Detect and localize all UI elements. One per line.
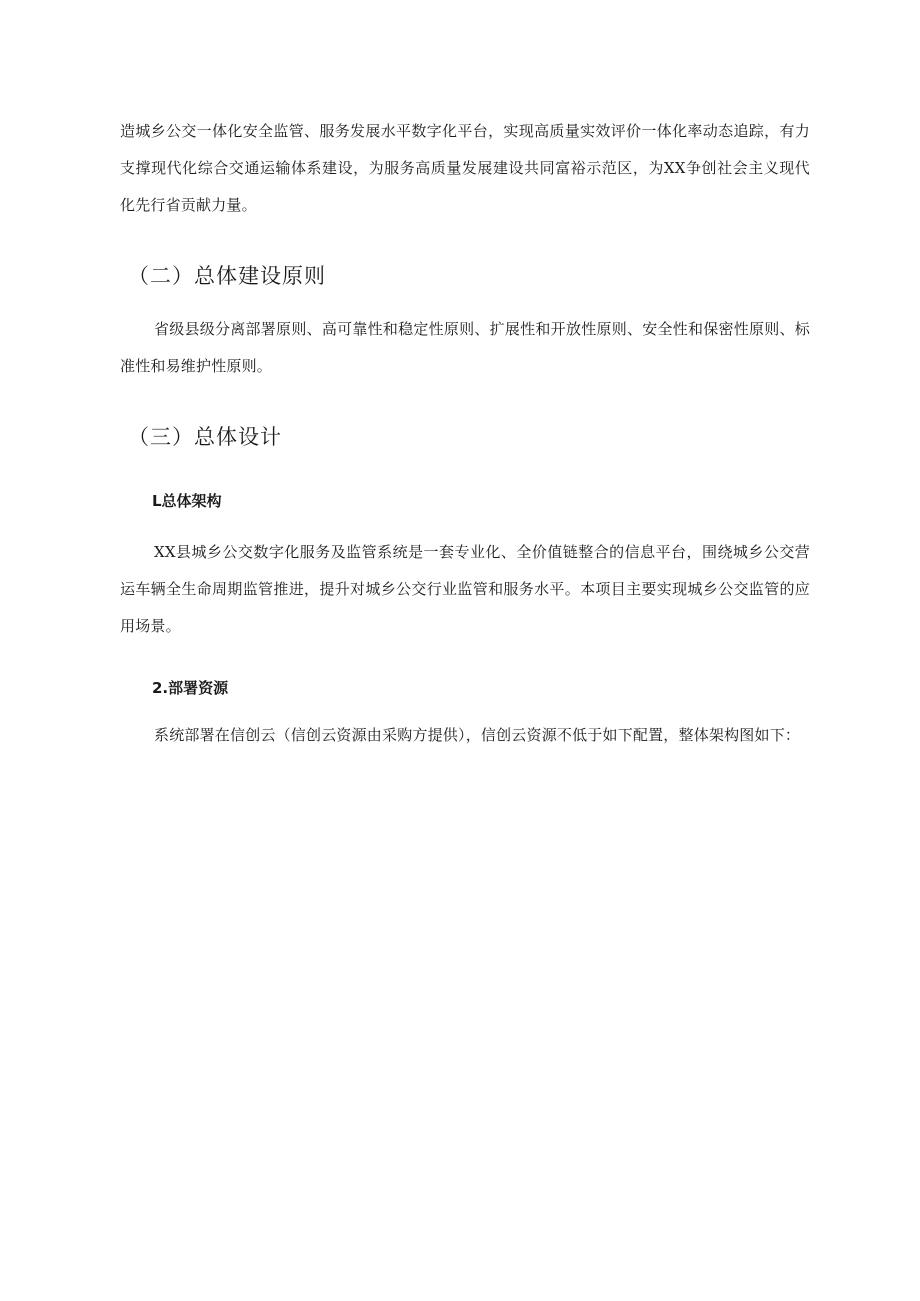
subheading-deployment: 2.部署资源 <box>152 679 229 697</box>
deployment-paragraph: 系统部署在信创云（信创云资源由采购方提供），信创云资源不低于如下配置，整体架构图如下： <box>154 726 801 744</box>
section-heading-principles: （二）总体建设原则 <box>128 264 326 288</box>
subheading-architecture: L总体架构 <box>152 492 222 510</box>
architecture-paragraph: XX县城乡公交数字化服务及监管系统是一套专业化、全价值链整合的信息平台，围绕城乡公交营运车辆全生命周期监管推进，提升对城乡公交行业监管和服务水平。本项目主要实现城乡公交监管的应用场景。 <box>120 543 810 635</box>
intro-paragraph: 造城乡公交一体化安全监管、服务发展水平数字化平台，实现高质量实效评价一体化率动态追踪，有力支撑现代化综合交通运输体系建设，为服务高质量发展建设共同富裕示范区，为XX争创社会主义现代化先行省贡献力量。 <box>120 122 810 214</box>
principles-paragraph: 省级县级分离部署原则、高可靠性和稳定性原则、扩展性和开放性原则、安全性和保密性原则、标准性和易维护性原则。 <box>120 320 810 375</box>
section-heading-design: （三）总体设计 <box>128 425 282 449</box>
